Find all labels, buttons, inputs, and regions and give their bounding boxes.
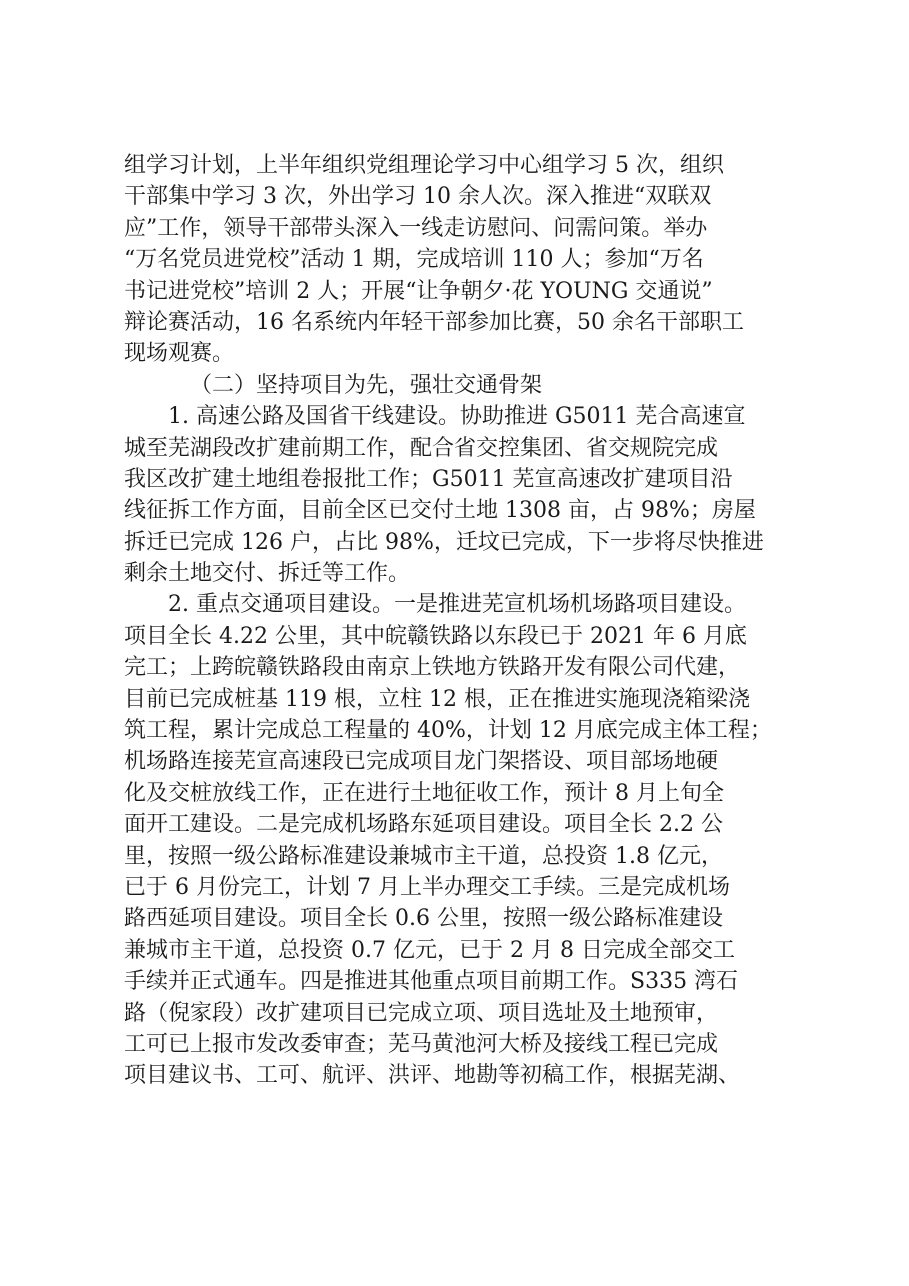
- text-line: 已于 6 月份完工，计划 7 月上半办理交工手续。三是完成机场: [124, 874, 730, 900]
- text-line: 面开工建设。二是完成机场路东延项目建设。项目全长 2.2 公: [124, 812, 723, 838]
- paragraph-first-line: 2. 重点交通项目建设。一是推进芜宣机场机场路项目建设。: [168, 592, 746, 618]
- section-heading: （二）坚持项目为先，强壮交通骨架: [190, 372, 543, 398]
- text-line: 应”工作，领导干部带头深入一线走访慰问、问需问策。举办: [124, 215, 708, 241]
- text-line: 拆迁已完成 126 户，占比 98%，迁坟已完成，下一步将尽快推进: [124, 529, 764, 555]
- text-line: 线征拆工作方面，目前全区已交付土地 1308 亩，占 98%；房屋: [124, 498, 756, 524]
- text-line: 机场路连接芜宣高速段已完成项目龙门架搭设、项目部场地硬: [124, 749, 719, 775]
- text-line: 剩余土地交付、拆迁等工作。: [124, 561, 411, 587]
- text-line: 化及交桩放线工作，正在进行土地征收工作，预计 8 月上旬全: [124, 780, 724, 806]
- text-line: 组学习计划，上半年组织党组理论学习中心组学习 5 次，组织: [124, 153, 724, 178]
- paragraph-first-line: 1. 高速公路及国省干线建设。协助推进 G5011 芜合高速宣: [168, 404, 746, 430]
- text-line: 我区改扩建土地组卷报批工作；G5011 芜宣高速改扩建项目沿: [124, 466, 733, 492]
- text-line: 现场观赛。: [124, 341, 235, 367]
- text-line: “万名党员进党校”活动 1 期，完成培训 110 人；参加“万名: [124, 247, 704, 273]
- text-line: 项目全长 4.22 公里，其中皖赣铁路以东段已于 2021 年 6 月底: [124, 623, 747, 649]
- text-line: 书记进党校”培训 2 人；开展“让争朝夕·花 YOUNG 交通说”: [124, 278, 713, 304]
- text-line: 城至芜湖段改扩建前期工作，配合省交控集团、省交规院完成: [124, 435, 719, 461]
- text-line: 路西延项目建设。项目全长 0.6 公里，按照一级公路标准建设: [124, 906, 723, 932]
- text-line: 筑工程，累计完成总工程量的 40%，计划 12 月底完成主体工程；: [124, 718, 772, 744]
- text-line: 完工；上跨皖赣铁路段由南京上铁地方铁路开发有限公司代建，: [124, 655, 741, 681]
- text-line: 工可已上报市发改委审查；芜马黄池河大桥及接线工程已完成: [124, 1031, 719, 1057]
- text-line: 干部集中学习 3 次，外出学习 10 余人次。深入推进“双联双: [124, 184, 712, 210]
- text-line: 里，按照一级公路标准建设兼城市主干道，总投资 1.8 亿元，: [124, 843, 723, 869]
- document-body: [124, 150, 804, 1092]
- text-line: 路（倪家段）改扩建项目已完成立项、项目选址及土地预审，: [124, 1000, 719, 1026]
- text-line: 目前已完成桩基 119 根，立柱 12 根，正在推进实施现浇箱梁浇: [124, 686, 750, 712]
- text-line: 手续并正式通车。四是推进其他重点项目前期工作。S335 湾石: [124, 969, 739, 995]
- text-line: 辩论赛活动，16 名系统内年轻干部参加比赛，50 余名干部职工: [124, 309, 744, 335]
- text-line: 项目建议书、工可、航评、洪评、地勘等初稿工作，根据芜湖、: [124, 1063, 741, 1089]
- text-line: 兼城市主干道，总投资 0.7 亿元，已于 2 月 8 日完成全部交工: [124, 937, 735, 963]
